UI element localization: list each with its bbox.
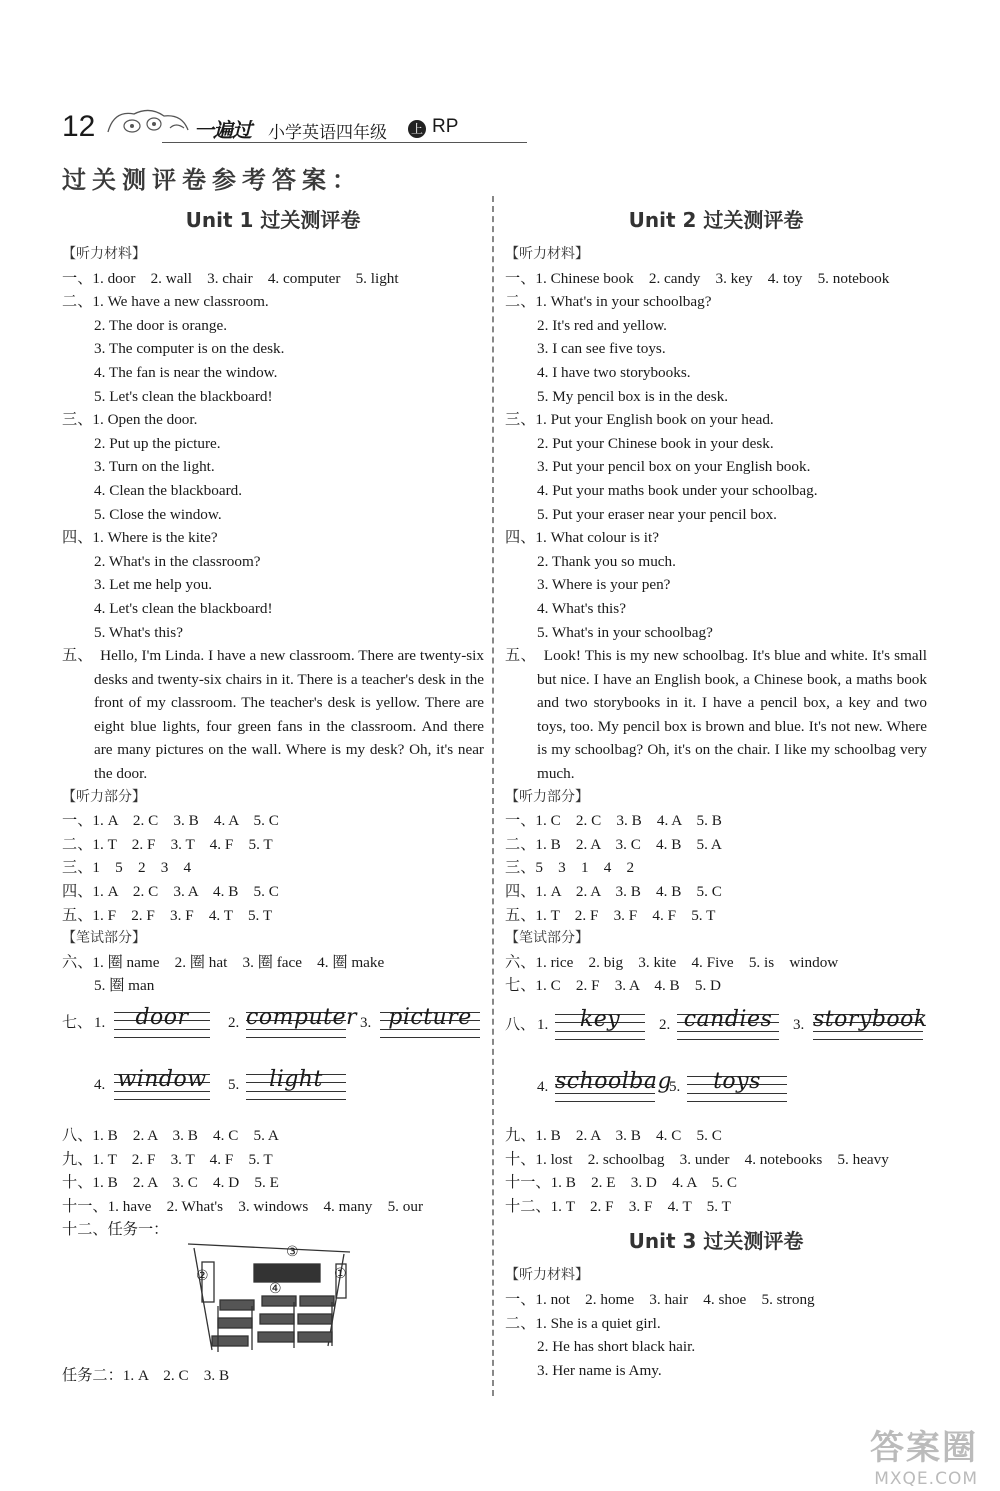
unit3-material-tag: 【听力材料】 <box>505 1267 589 1284</box>
answer-line: 5. 圈 man <box>94 977 155 995</box>
answer-line: 4. The fan is near the window. <box>94 363 278 381</box>
answer-line: 一、1. Chinese book 2. candy 3. key 4. toy 5. notebook <box>505 269 890 287</box>
answer-line: 十、1. lost 2. schoolbag 3. under 4. notebooks 5. heavy <box>505 1150 889 1168</box>
answer-line: 三、1. Open the door. <box>62 411 198 429</box>
written-word: picture <box>388 1005 472 1030</box>
answer-line: 3. The computer is on the desk. <box>94 340 285 358</box>
answer-line: 六、1. 圈 name 2. 圈 hat 3. 圈 face 4. 圈 make <box>62 953 385 971</box>
answer-line: 5. Close the window. <box>94 505 222 523</box>
answer-line: 四、1. Where is the kite? <box>62 529 218 547</box>
answer-line: 2. Put your Chinese book in your desk. <box>537 434 774 452</box>
item-number: 3. <box>793 1017 805 1033</box>
answer-line: 八、1. B 2. A 3. B 4. C 5. A <box>62 1127 279 1144</box>
answer-line: 3. Where is your pen? <box>537 576 671 594</box>
answer-line: 十、1. B 2. A 3. C 4. D 5. E <box>62 1174 279 1192</box>
answer-line: 3. Turn on the light. <box>94 458 215 476</box>
picture-marker: ③ <box>286 1243 299 1260</box>
written-word: toys <box>713 1069 761 1094</box>
header-rule <box>162 142 527 143</box>
answer-line: 一、1. not 2. home 3. hair 4. shoe 5. strong <box>505 1290 815 1308</box>
answer-line: 三、1 5 2 3 4 <box>62 859 192 877</box>
unit1-material-tag: 【听力材料】 <box>62 246 146 262</box>
unit2-written-tag: 【笔试部分】 <box>505 930 589 947</box>
brand-logo: 一遍过 <box>194 118 251 142</box>
answer-line: 四、1. What colour is it? <box>505 529 659 547</box>
classroom-picture <box>62 1242 484 1360</box>
question-label: 七、 <box>62 1015 93 1031</box>
answer-line: 5. My pencil box is in the desk. <box>537 387 729 405</box>
unit1-title: Unit 1 过关测评卷 <box>185 208 361 232</box>
edition-label: RP <box>432 116 459 137</box>
answer-line: 六、1. rice 2. big 3. kite 4. Five 5. is window <box>505 953 839 971</box>
answer-line: 5. What's in your schoolbag? <box>537 623 713 641</box>
page-title: 过关测评卷参考答案： <box>62 166 362 194</box>
picture-marker: ① <box>334 1265 347 1282</box>
answer-line: 4. Put your maths book under your schoolbag. <box>537 481 818 499</box>
written-word: storybook <box>813 1007 928 1032</box>
picture-marker: ② <box>196 1267 209 1284</box>
writing-lines <box>677 1007 779 1040</box>
answer-line: 三、5 3 1 4 2 <box>505 859 635 877</box>
unit2-title: Unit 2 过关测评卷 <box>628 208 804 232</box>
answer-line: 2. Put up the picture. <box>94 434 221 452</box>
watermark-logo: 答案圈 <box>870 1428 978 1468</box>
answer-line: 二、1. What's in your schoolbag? <box>505 293 712 311</box>
item-number: 5. <box>669 1079 681 1095</box>
handwriting-row <box>505 1064 927 1124</box>
answer-line: 5. Put your eraser near your pencil box. <box>537 505 777 523</box>
answer-line: 2. What's in the classroom? <box>94 552 261 570</box>
answer-line: 二、1. We have a new classroom. <box>62 293 269 311</box>
answer-line: 十二、1. T 2. F 3. F 4. T 5. T <box>505 1197 731 1215</box>
answer-line: 二、1. B 2. A 3. C 4. B 5. A <box>505 835 722 853</box>
item-number: 2. <box>659 1017 671 1033</box>
written-word: window <box>117 1067 207 1092</box>
writing-lines <box>813 1007 928 1040</box>
listening-passage: 五、 Look! This is my new schoolbag. It's blue and white. It's small but nice. I have an English book, a Chinese book, a maths book and two storybooks in it. I have a pencil box, a key and two toys, too. My pencil box is brown and blue. It's not new. Where is my schoolbag? Oh, it's on the chair. I like my schoolbag very much. <box>505 647 927 783</box>
column-divider <box>492 196 494 1396</box>
writing-lines <box>114 1005 210 1038</box>
unit3-title: Unit 3 过关测评卷 <box>628 1229 804 1254</box>
answer-line: 五、1. F 2. F 3. F 4. T 5. T <box>62 906 273 924</box>
left-column <box>62 203 484 1388</box>
page-number: 12 <box>62 110 96 143</box>
answer-line: 九、1. B 2. A 3. B 4. C 5. C <box>505 1127 722 1144</box>
answer-line: 任务二：1. A 2. C 3. B <box>62 1366 230 1384</box>
writing-lines <box>114 1067 210 1100</box>
series-title: 小学英语四年级 <box>268 123 387 143</box>
item-number: 1. <box>537 1017 549 1033</box>
answer-line: 七、1. C 2. F 3. A 4. B 5. D <box>505 977 722 995</box>
answer-line: 2. It's red and yellow. <box>537 316 667 334</box>
writing-lines <box>687 1069 787 1102</box>
answer-line: 十一、1. B 2. E 3. D 4. A 5. C <box>505 1174 738 1192</box>
answer-line: 3. Put your pencil box on your English book. <box>537 458 811 476</box>
written-word: door <box>135 1005 189 1030</box>
answer-line: 2. Thank you so much. <box>537 552 676 570</box>
written-word: candies <box>683 1007 773 1032</box>
unit1-written-tag: 【笔试部分】 <box>62 930 146 947</box>
writing-lines <box>246 1067 346 1100</box>
item-number: 4. <box>94 1077 106 1093</box>
written-word: computer <box>246 1005 358 1030</box>
right-column <box>505 203 927 1382</box>
writing-lines <box>555 1069 673 1102</box>
answer-line: 十二、任务一： <box>62 1221 169 1239</box>
answer-line: 四、1. A 2. A 3. B 4. B 5. C <box>505 883 722 901</box>
answer-line: 3. Let me help you. <box>94 576 213 594</box>
unit1-listening-tag: 【听力部分】 <box>62 788 146 805</box>
answer-line: 3. Her name is Amy. <box>537 1361 662 1379</box>
answer-line: 2. He has short black hair. <box>537 1338 696 1356</box>
handwriting-row <box>505 998 927 1064</box>
picture-marker: ④ <box>269 1280 282 1297</box>
answer-line: 2. The door is orange. <box>94 316 228 334</box>
answer-line: 二、1. T 2. F 3. T 4. F 5. T <box>62 835 273 853</box>
answer-line: 四、1. A 2. C 3. A 4. B 5. C <box>62 883 279 901</box>
handwriting-row <box>62 998 484 1068</box>
answer-line: 五、1. T 2. F 3. F 4. F 5. T <box>505 906 716 924</box>
unit2-material-tag: 【听力材料】 <box>505 246 589 262</box>
item-number: 4. <box>537 1079 549 1095</box>
item-number: 2. <box>228 1015 240 1031</box>
writing-lines <box>246 1005 358 1038</box>
answer-line: 一、1. door 2. wall 3. chair 4. computer 5. light <box>62 269 399 287</box>
written-word: key <box>579 1007 621 1032</box>
page-header <box>62 108 482 148</box>
answer-line: 3. I can see five toys. <box>537 340 666 358</box>
answer-line: 4. I have two storybooks. <box>537 363 691 381</box>
volume-badge: 上 <box>408 120 426 138</box>
listening-passage: 五、 Hello, I'm Linda. I have a new classroom. There are twenty-six desks and twenty-six chairs in it. There is a teacher's desk in the front of my classroom. The teacher's desk is yellow. There are eight blue lights, four green fans in the classroom. And there are many pictures on the wall. Where is my desk? Oh, it's near the door. <box>62 647 484 783</box>
writing-lines <box>555 1007 645 1040</box>
answer-line: 十一、1. have 2. What's 3. windows 4. many 5. our <box>62 1197 424 1215</box>
answer-line: 三、1. Put your English book on your head. <box>505 411 774 429</box>
answer-line: 5. What's this? <box>94 623 183 641</box>
cartoon-doodle-icon <box>104 104 194 140</box>
answer-line: 一、1. A 2. C 3. B 4. A 5. C <box>62 812 279 830</box>
written-word: schoolbag <box>555 1069 673 1094</box>
classroom-illustration <box>62 1242 484 1360</box>
answer-line: 4. Clean the blackboard. <box>94 481 243 499</box>
answer-line: 二、1. She is a quiet girl. <box>505 1314 661 1332</box>
site-watermark <box>870 1420 978 1489</box>
answer-line: 4. Let's clean the blackboard! <box>94 599 273 617</box>
writing-lines <box>380 1005 480 1038</box>
question-label: 八、 <box>505 1017 536 1033</box>
written-word: light <box>269 1067 323 1092</box>
watermark-url: MXQE.COM <box>874 1469 978 1489</box>
answer-line: 一、1. C 2. C 3. B 4. A 5. B <box>505 812 722 830</box>
item-number: 3. <box>360 1015 372 1031</box>
answer-line: 九、1. T 2. F 3. T 4. F 5. T <box>62 1150 273 1168</box>
item-number: 5. <box>228 1077 240 1093</box>
item-number: 1. <box>94 1015 106 1031</box>
answer-line: 4. What's this? <box>537 599 626 617</box>
answer-line: 5. Let's clean the blackboard! <box>94 387 273 405</box>
handwriting-row <box>62 1068 484 1124</box>
unit2-listening-tag: 【听力部分】 <box>505 788 589 805</box>
